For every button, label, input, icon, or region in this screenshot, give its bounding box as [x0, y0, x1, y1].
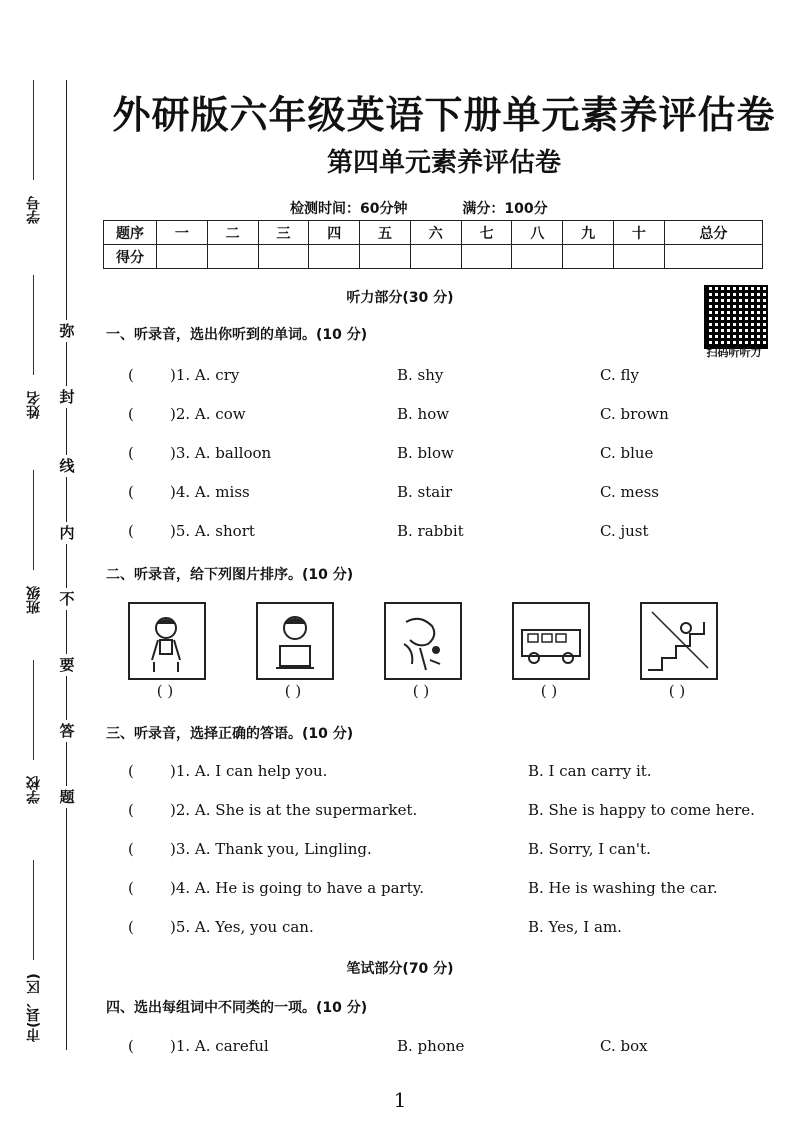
answer-blank[interactable]: ( [128, 522, 134, 540]
table-cell: 三 [258, 221, 309, 245]
score-cell[interactable] [512, 245, 563, 269]
option-c: C. fly [600, 366, 639, 384]
sub-title: 第四单元素养评估卷 [326, 148, 561, 178]
option-b: B. I can carry it. [528, 762, 652, 780]
field-label: 学校 [26, 776, 42, 804]
full-score: 满分：100分 [462, 201, 548, 217]
seal-char: 要 [59, 656, 75, 674]
list-item [0, 483, 800, 505]
table-cell: 七 [461, 221, 512, 245]
seal-char: 线 [59, 457, 75, 475]
exam-info [290, 198, 598, 218]
answer-blank[interactable]: ( [128, 366, 134, 384]
option-b: B. phone [397, 1037, 465, 1055]
list-item [0, 762, 800, 784]
bus-icon [512, 602, 590, 680]
option-b: B. rabbit [397, 522, 464, 540]
option-a: )4. A. He is going to have a party. [170, 879, 425, 897]
list-item [0, 405, 800, 427]
picture-answer-blank[interactable]: ( ) [412, 682, 430, 700]
score-cell[interactable] [309, 245, 360, 269]
seal-char: 内 [59, 524, 75, 542]
answer-blank[interactable]: ( [128, 801, 134, 819]
field-label: 班级 [26, 586, 42, 614]
table-cell: 十 [614, 221, 665, 245]
table-cell: 得分 [104, 245, 157, 269]
seal-char: 不 [59, 590, 75, 608]
answer-blank[interactable]: ( [128, 762, 134, 780]
option-b: B. He is washing the car. [528, 879, 718, 897]
score-cell[interactable] [664, 245, 762, 269]
section-3-title: 三、听录音，选择正确的答语。(10 分) [106, 726, 354, 742]
score-cell[interactable] [207, 245, 258, 269]
score-cell[interactable] [614, 245, 665, 269]
answer-blank[interactable]: ( [128, 1037, 134, 1055]
option-c: C. mess [600, 483, 659, 501]
score-cell[interactable] [360, 245, 411, 269]
list-item [0, 444, 800, 466]
seal-char: 答 [59, 722, 75, 740]
section-1-title: 一、听录音，选出你听到的单词。(10 分) [106, 327, 368, 343]
option-a: )1. A. careful [170, 1037, 269, 1055]
page-number: 1 [393, 1088, 407, 1112]
answer-blank[interactable]: ( [128, 840, 134, 858]
seal-char: 封 [59, 388, 75, 406]
seal-char: 弥 [59, 322, 75, 340]
option-b: B. stair [397, 483, 453, 501]
score-cell[interactable] [410, 245, 461, 269]
exam-time: 检测时间：60分钟 [290, 201, 408, 217]
score-cell[interactable] [258, 245, 309, 269]
table-cell: 八 [512, 221, 563, 245]
field-label: 姓名 [26, 391, 42, 419]
field-label: 学号 [26, 196, 42, 224]
list-item [0, 1037, 800, 1059]
listening-heading: 听力部分(30 分) [346, 290, 454, 306]
score-table-score-row [104, 245, 763, 269]
option-b: B. how [397, 405, 450, 423]
stairs-icon [640, 602, 718, 680]
answer-blank[interactable]: ( [128, 918, 134, 936]
table-cell: 二 [207, 221, 258, 245]
section-2-title: 二、听录音，给下列图片排序。(10 分) [106, 567, 354, 583]
flowers-icon [384, 602, 462, 680]
answer-blank[interactable]: ( [128, 483, 134, 501]
picture-answer-blank[interactable]: ( ) [284, 682, 302, 700]
list-item [0, 879, 800, 901]
option-a: )1. A. cry [170, 366, 240, 384]
option-a: )2. A. cow [170, 405, 246, 423]
table-cell: 四 [309, 221, 360, 245]
option-c: C. blue [600, 444, 654, 462]
answer-blank[interactable]: ( [128, 444, 134, 462]
option-a: )5. A. short [170, 522, 255, 540]
list-item [0, 366, 800, 388]
option-a: )5. A. Yes, you can. [170, 918, 314, 936]
seal-line [66, 80, 67, 1050]
table-cell: 总分 [664, 221, 762, 245]
option-b: B. blow [397, 444, 454, 462]
picture-answer-blank[interactable]: ( ) [540, 682, 558, 700]
option-c: C. just [600, 522, 649, 540]
school-field[interactable] [22, 660, 46, 820]
binding-strip [0, 0, 100, 1130]
qr-label: 扫码听听力 [706, 346, 762, 359]
student-id-field[interactable] [22, 80, 46, 240]
option-b: B. She is happy to come here. [528, 801, 755, 819]
list-item [0, 840, 800, 862]
option-a: )3. A. Thank you, Lingling. [170, 840, 372, 858]
list-item [0, 522, 800, 544]
picture-answer-blank[interactable]: ( ) [668, 682, 686, 700]
qr-code-icon[interactable] [704, 285, 768, 349]
section-4-title: 四、选出每组词中不同类的一项。(10 分) [106, 1000, 368, 1016]
option-a: )4. A. miss [170, 483, 250, 501]
score-table [103, 220, 763, 269]
option-a: )1. A. I can help you. [170, 762, 328, 780]
list-item [0, 918, 800, 940]
answer-blank[interactable]: ( [128, 879, 134, 897]
table-cell: 一 [157, 221, 208, 245]
writing-heading: 笔试部分(70 分) [346, 961, 454, 977]
option-a: )3. A. balloon [170, 444, 272, 462]
table-cell: 六 [410, 221, 461, 245]
table-cell: 九 [563, 221, 614, 245]
option-b: B. Yes, I am. [528, 918, 622, 936]
option-b: B. Sorry, I can't. [528, 840, 651, 858]
picture-answer-blank[interactable]: ( ) [156, 682, 174, 700]
score-cell[interactable] [563, 245, 614, 269]
score-cell[interactable] [461, 245, 512, 269]
option-a: )2. A. She is at the supermarket. [170, 801, 418, 819]
option-c: C. box [600, 1037, 648, 1055]
option-c: C. brown [600, 405, 669, 423]
field-label: 市(县、区) [26, 973, 42, 1043]
score-table-header-row [104, 221, 763, 245]
boy-sitting-icon [128, 602, 206, 680]
seal-char: 题 [59, 788, 75, 806]
answer-blank[interactable]: ( [128, 405, 134, 423]
list-item [0, 801, 800, 823]
boy-computer-icon [256, 602, 334, 680]
table-cell: 五 [360, 221, 411, 245]
option-b: B. shy [397, 366, 444, 384]
score-cell[interactable] [157, 245, 208, 269]
table-cell: 题序 [104, 221, 157, 245]
main-title: 外研版六年级英语下册单元素养评估卷 [112, 93, 776, 137]
